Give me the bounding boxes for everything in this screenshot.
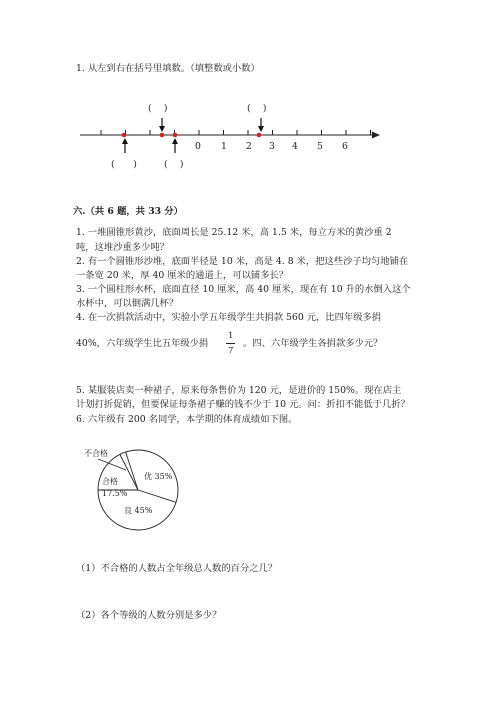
tick-label-5: 5 (317, 141, 323, 152)
answer-bracket: ( ) (148, 103, 168, 114)
answer-bracket: ( ) (247, 103, 267, 114)
pie-label-good: 良 45% (124, 506, 153, 515)
problem-1-line-2: 吨，这堆沙重多少吨？ (76, 242, 169, 253)
problem-5-line-1: 5. 某服装店卖一种裙子，原来每条售价为 120 元，是进价的 150%。现在店主 (76, 385, 402, 396)
answer-bracket: ( ) (111, 159, 137, 170)
pie-label-pass-value: 17.5% (102, 489, 128, 498)
tick-label-1: 1 (221, 141, 227, 152)
arrow-up-2 (172, 138, 178, 153)
problem-1-line-1: 1. 一堆圆锥形黄沙，底面周长是 25.12 米，高 1.5 米，每立方米的黄沙重 2 (76, 227, 392, 238)
arrow-down-2 (258, 118, 264, 132)
red-point (160, 133, 165, 138)
number-line-ticks (101, 130, 371, 135)
problem-6-line-1: 6. 六年级有 200 名同学，本学期的体育成绩如下图。 (76, 414, 298, 425)
problem-2-line-2: 一条宽 20 米，厚 40 厘米的通道上，可以铺多长？ (76, 270, 289, 281)
section-heading: 六.（共 6 题，共 33 分） (73, 206, 183, 217)
problem-3-line-2: 水杯中，可以倒满几杯？ (76, 298, 179, 309)
fraction-bar (226, 343, 235, 344)
red-point (122, 133, 127, 138)
tick-label-2: 2 (246, 141, 252, 152)
number-line-arrowhead (372, 132, 380, 139)
answer-bracket: ( ) (164, 159, 184, 170)
fraction-numerator: 1 (228, 331, 234, 341)
tick-label-4: 4 (292, 141, 298, 152)
label-leader-line (98, 459, 126, 470)
pie-slice-boundary (126, 452, 138, 490)
sub-question-1: （1）不合格的人数占全年级总人数的百分之几？ (76, 563, 278, 574)
pie-slice-boundary (120, 454, 138, 490)
problem-3-line-1: 3. 一个圆柱形水杯，底面直径 10 厘米，高 40 厘米，现在有 10 升的水倒入这个 (76, 284, 411, 295)
pie-label-excellent: 优 35% (144, 472, 173, 481)
question-1-text: 1. 从左到右在括号里填数。（填整数或小数） (76, 63, 260, 74)
problem-4-line-2b: 。四、六年级学生各捐款多少元？ (243, 338, 383, 349)
tick-label-3: 3 (269, 141, 275, 152)
arrow-down-1 (159, 118, 165, 132)
pie-label-pass-name: 合格 (102, 477, 118, 486)
red-point (257, 133, 262, 138)
problem-4-line-1: 4. 在一次捐款活动中，实验小学五年级学生共捐款 560 元，比四年级多捐 (76, 312, 382, 323)
tick-label-6: 6 (342, 141, 348, 152)
sub-question-2: （2）各个等级的人数分别是多少？ (76, 610, 222, 621)
fraction-denominator: 7 (228, 346, 234, 356)
problem-4-line-2a: 40%，六年级学生比五年级少捐 (76, 338, 209, 349)
arrow-up-1 (122, 138, 128, 153)
problem-5-line-2: 计划打折促销，但要保证每条裙子赚的钱不少于 10 元。问：折扣不能低于几折？ (76, 399, 410, 410)
problem-2-line-1: 2. 有一个圆锥形沙堆，底面半径是 10 米，高是 4. 8 米，把这些沙子均匀地铺在 (76, 256, 409, 267)
tick-label-0: 0 (195, 141, 201, 152)
pie-label-fail: 不合格 (84, 449, 108, 458)
pie-slice-boundary (138, 490, 176, 502)
red-point (173, 133, 178, 138)
